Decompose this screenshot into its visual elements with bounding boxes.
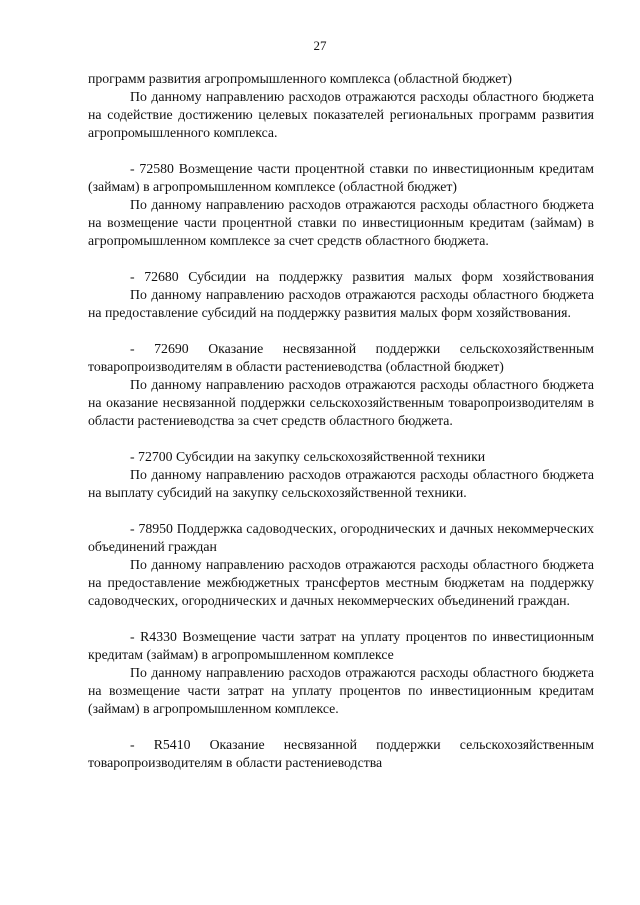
paragraph-description: По данному направлению расходов отражаются расходы областного бюджета на оказание несвязанной поддержки сельскохозяйственным товаропроизводителям в области растениеводства за счет средств областного бюджета. [88, 377, 594, 428]
paragraph-description: По данному направлению расходов отражаются расходы областного бюджета на возмещение части процентной ставки по инвестиционным кредитам (займам) в агропромышленном комплексе за счет средств областного бюджета. [88, 197, 594, 248]
paragraph-heading-78950: - 78950 Поддержка садоводческих, огороднических и дачных некоммерческих объединений граждан [88, 521, 594, 554]
document-body [88, 70, 594, 772]
paragraph-description: По данному направлению расходов отражаются расходы областного бюджета на предоставление межбюджетных трансфертов местным бюджетам на поддержку садоводческих, огороднических и дачных некоммерческих объединений граждан. [88, 557, 594, 608]
paragraph-heading-72580: - 72580 Возмещение части процентной ставки по инвестиционным кредитам (займам) в агропромышленном комплексе (областной бюджет) [88, 161, 594, 194]
paragraph-continuation: программ развития агропромышленного комплекса (областной бюджет) [88, 71, 512, 86]
paragraph-description: По данному направлению расходов отражаются расходы областного бюджета на содействие достижению целевых показателей региональных программ развития агропромышленного комплекса. [88, 89, 594, 140]
paragraph-description: По данному направлению расходов отражаются расходы областного бюджета на предоставление субсидий на поддержку развития малых форм хозяйствования. [88, 287, 594, 320]
paragraph-description: По данному направлению расходов отражаются расходы областного бюджета на возмещение части затрат на уплату процентов по инвестиционным кредитам (займам) в агропромышленном комплексе. [88, 665, 594, 716]
paragraph-heading-R4330: - R4330 Возмещение части затрат на уплату процентов по инвестиционным кредитам (займам) в агропромышленном комплексе [88, 629, 594, 662]
page-number: 27 [313, 38, 327, 53]
paragraph-heading-72690: - 72690 Оказание несвязанной поддержки сельскохозяйственным товаропроизводителям в области растениеводства (областной бюджет) [88, 341, 594, 374]
paragraph-heading-R5410: - R5410 Оказание несвязанной поддержки сельскохозяйственным товаропроизводителям в области растениеводства [88, 737, 594, 770]
paragraph-heading-72680: - 72680 Субсидии на поддержку развития малых форм хозяйствования [130, 269, 594, 284]
paragraph-heading-72700: - 72700 Субсидии на закупку сельскохозяйственной техники [130, 449, 486, 464]
paragraph-description: По данному направлению расходов отражаются расходы областного бюджета на выплату субсидий на закупку сельскохозяйственной техники. [88, 467, 594, 500]
